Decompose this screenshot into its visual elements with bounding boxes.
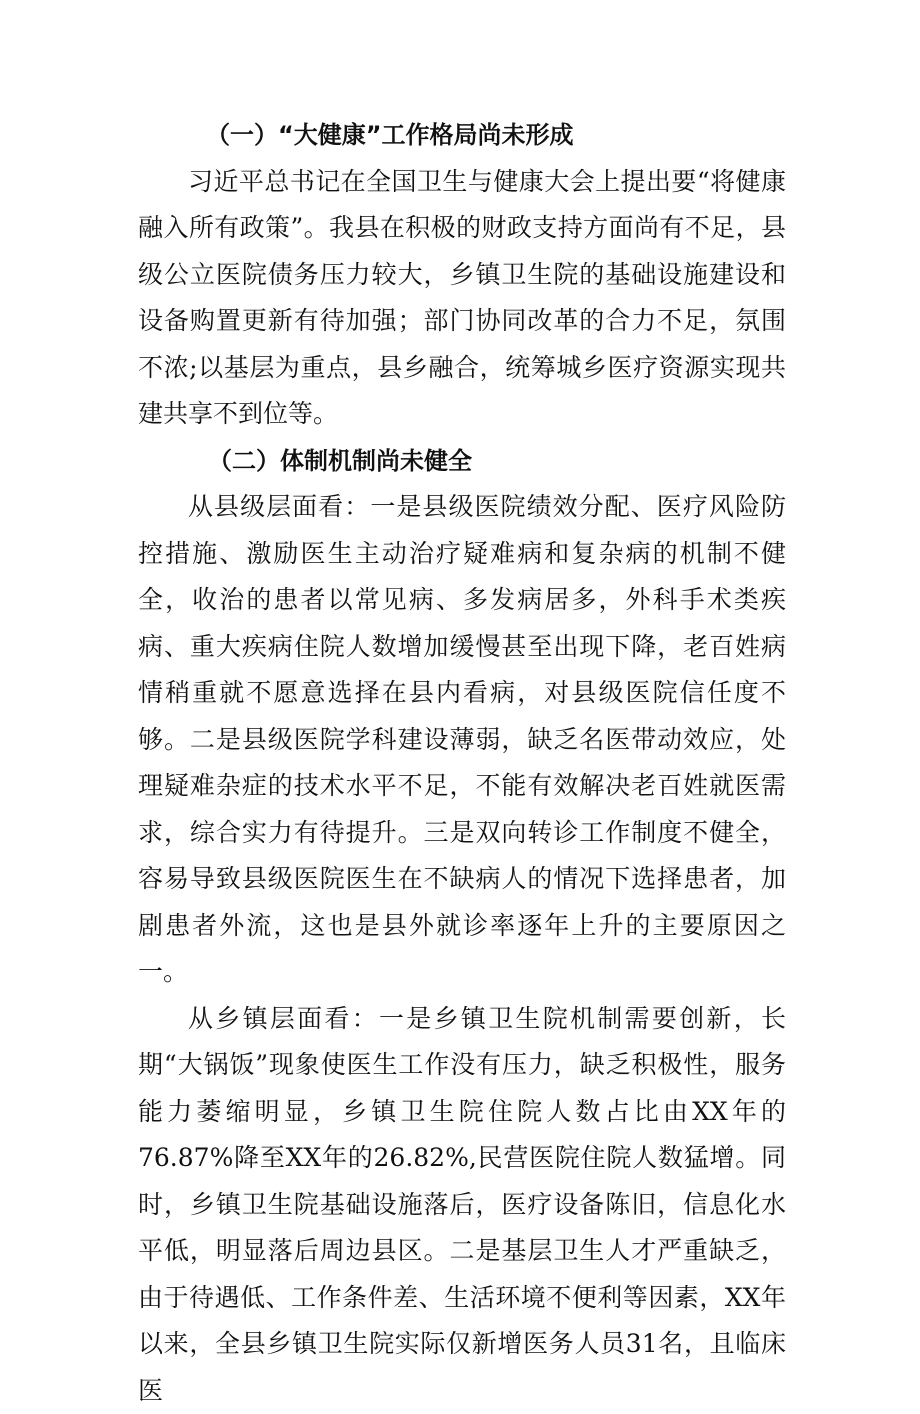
section-heading-1: （一）“大健康”工作格局尚未形成 [138, 112, 786, 159]
section-heading-2: （二）体制机制尚未健全 [138, 438, 786, 485]
paragraph-3: 从乡镇层面看：一是乡镇卫生院机制需要创新，长期“大锅饭”现象使医生工作没有压力，缺乏积极性，服务能力萎缩明显，乡镇卫生院住院人数占比由XX年的76.87%降至XX年的26.82%,民营医院住院人数猛增。同时，乡镇卫生院基础设施落后，医疗设备陈旧，信息化水平低，明显落后周边县区。二是基层卫生人才严重缺乏，由于待遇低、工作条件差、生活环境不便利等因素，XX年以来，全县乡镇卫生院实际仅新增医务人员31名，且临床医 [138, 996, 786, 1414]
paragraph-1: 习近平总书记在全国卫生与健康大会上提出要“将健康融入所有政策”。我县在积极的财政支持方面尚有不足，县级公立医院债务压力较大，乡镇卫生院的基础设施建设和设备购置更新有待加强；部门协同改革的合力不足，氛围不浓;以基层为重点，县乡融合，统筹城乡医疗资源实现共建共享不到位等。 [138, 159, 786, 438]
document-body [138, 112, 786, 1414]
paragraph-2: 从县级层面看：一是县级医院绩效分配、医疗风险防控措施、激励医生主动治疗疑难病和复杂病的机制不健全，收治的患者以常见病、多发病居多，外科手术类疾病、重大疾病住院人数增加缓慢甚至出现下降，老百姓病情稍重就不愿意选择在县内看病，对县级医院信任度不够。二是县级医院学科建设薄弱，缺乏名医带动效应，处理疑难杂症的技术水平不足，不能有效解决老百姓就医需求，综合实力有待提升。三是双向转诊工作制度不健全，容易导致县级医院医生在不缺病人的情况下选择患者，加剧患者外流，这也是县外就诊率逐年上升的主要原因之一。 [138, 484, 786, 996]
